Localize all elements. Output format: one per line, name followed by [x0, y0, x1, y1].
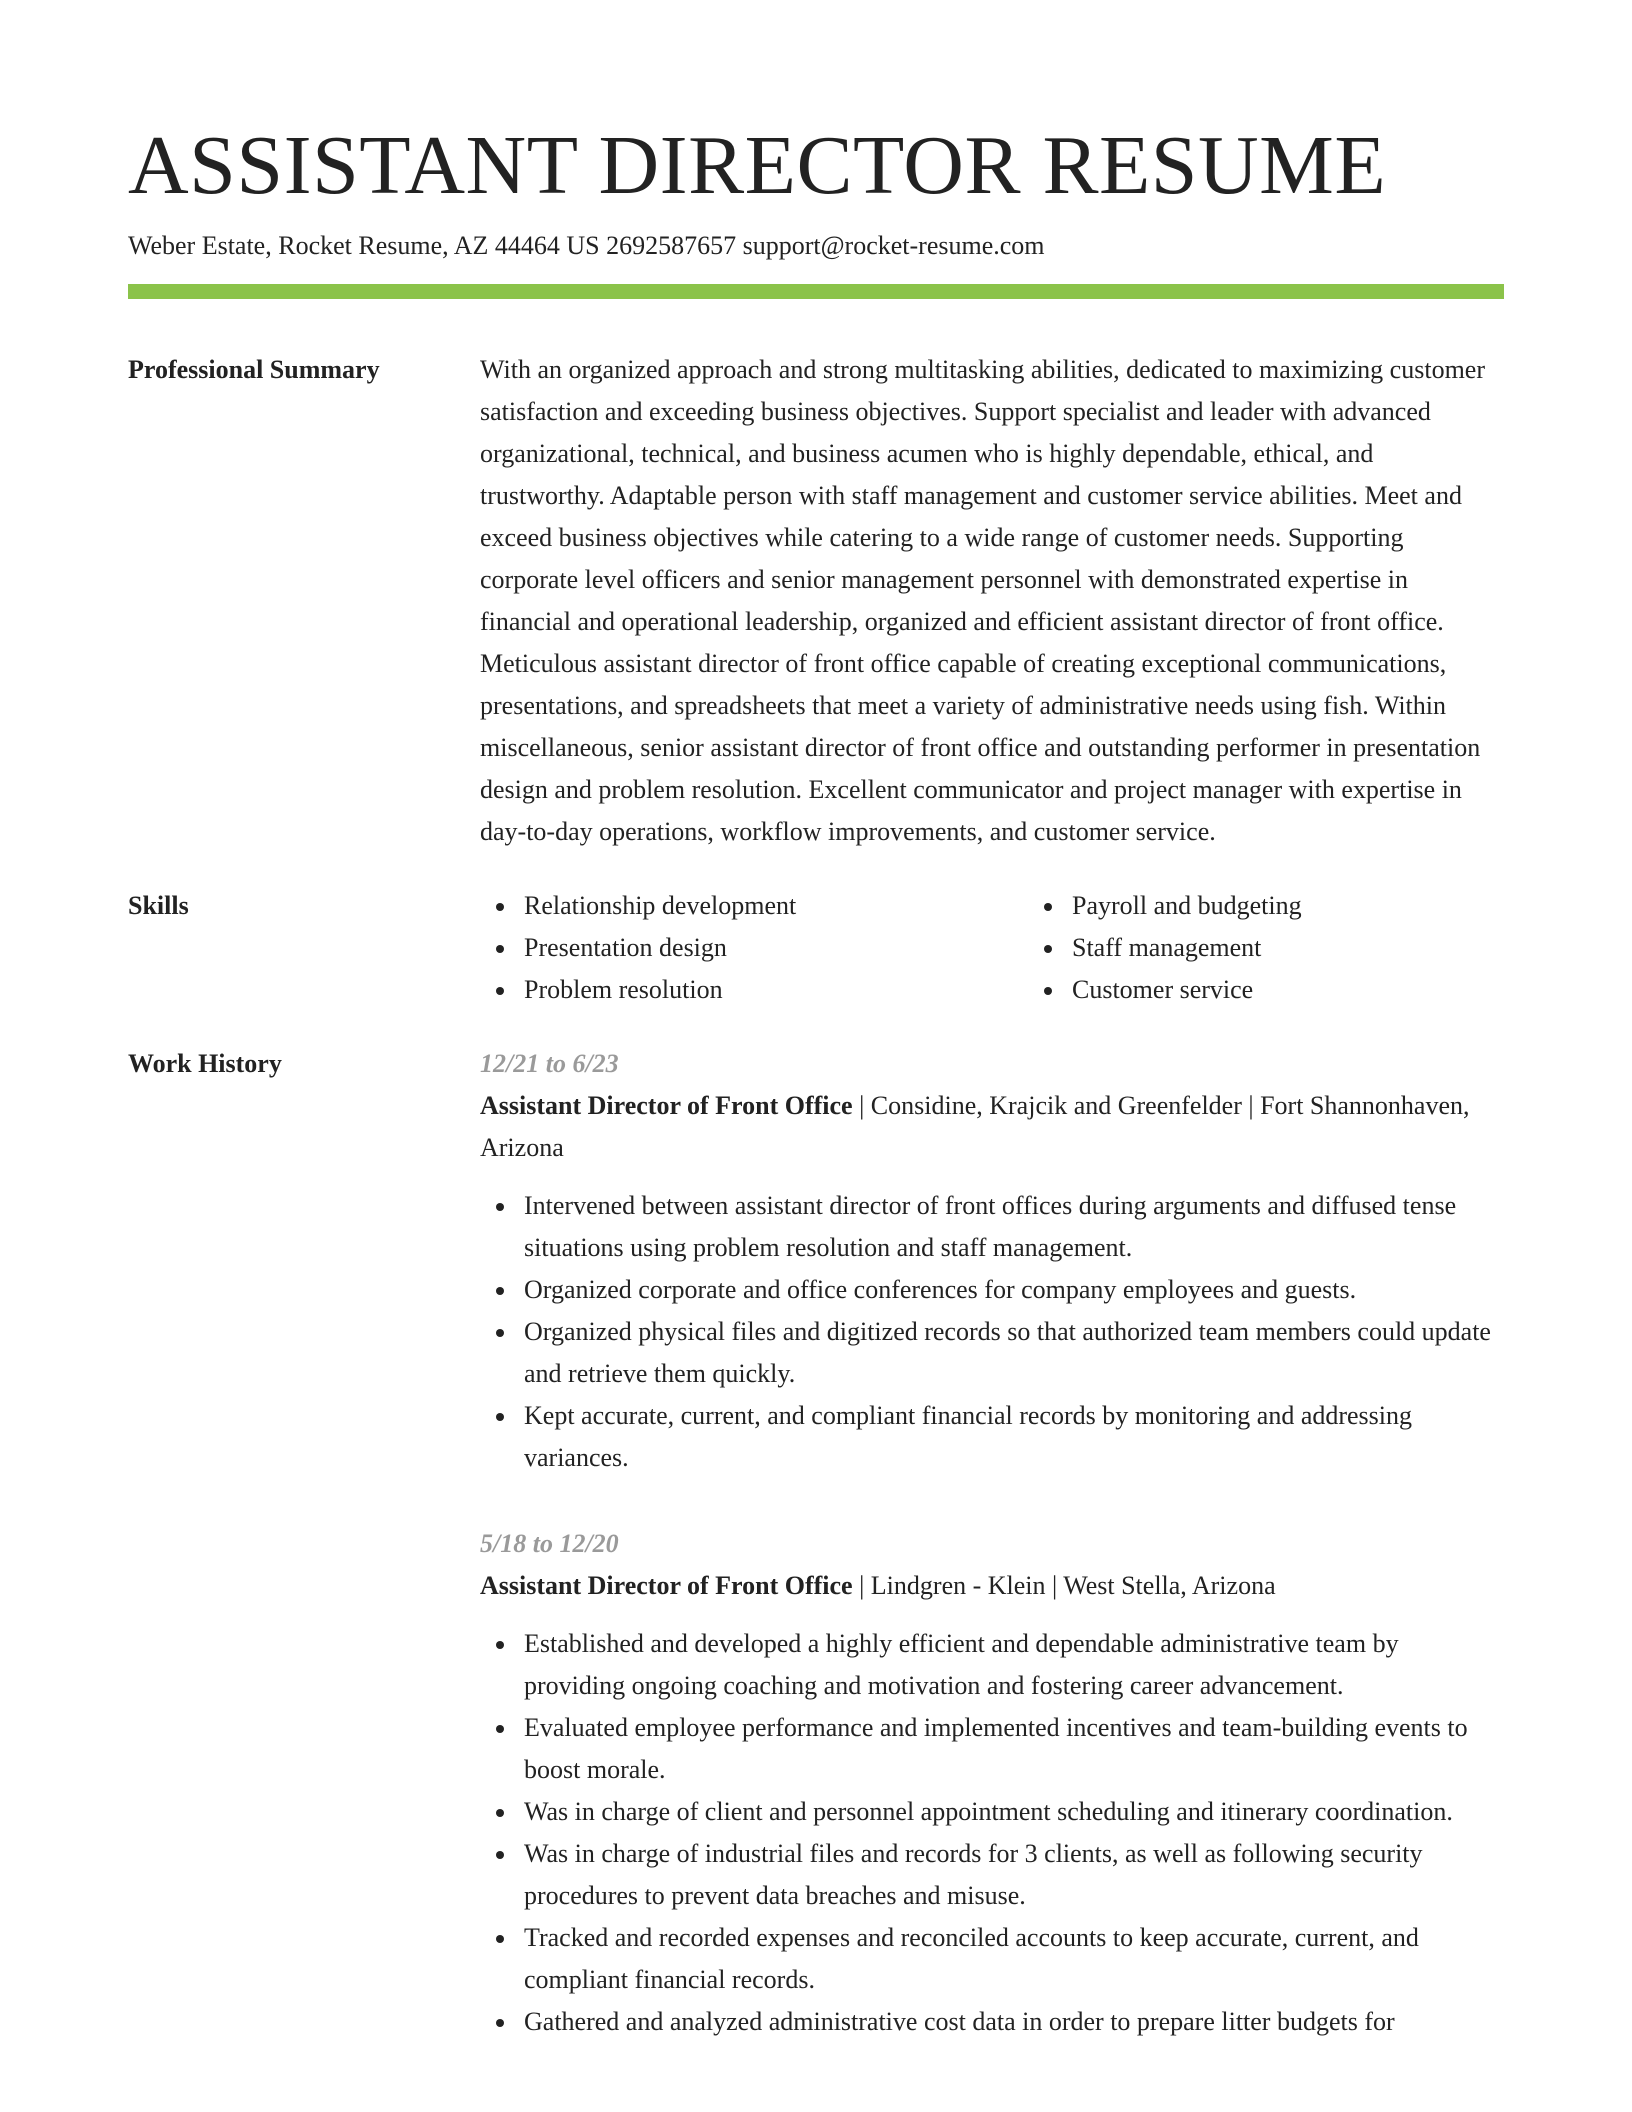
skill-item: Problem resolution — [524, 969, 1028, 1011]
skill-item: Payroll and budgeting — [1072, 885, 1576, 927]
job-heading — [480, 1565, 1504, 1607]
job-bullet: Was in charge of industrial files and records for 3 clients, as well as following security procedures to prevent data breaches and misuse. — [524, 1833, 1504, 1917]
work-history-list — [480, 1043, 1504, 2043]
job-bullet: Organized corporate and office conferences for company employees and guests. — [524, 1269, 1504, 1311]
job-title: Assistant Director of Front Office — [480, 1091, 853, 1120]
job-title: Assistant Director of Front Office — [480, 1571, 853, 1600]
skill-item: Staff management — [1072, 927, 1576, 969]
skill-item: Relationship development — [524, 885, 1028, 927]
work-history-label: Work History — [128, 1049, 282, 1078]
resume-title: ASSISTANT DIRECTOR RESUME — [128, 119, 1387, 212]
job-bullet: Kept accurate, current, and compliant financial records by monitoring and addressing variances. — [524, 1395, 1504, 1479]
skills-list — [480, 885, 1576, 1011]
summary-label: Professional Summary — [128, 355, 380, 384]
header-divider — [128, 284, 1504, 299]
job-entry — [480, 1523, 1504, 2043]
contact-line: Weber Estate, Rocket Resume, AZ 44464 US 2692587657 support@rocket-resume.com — [128, 231, 1045, 260]
skills-column-1 — [480, 885, 1028, 1011]
job-date: 12/21 to 6/23 — [480, 1049, 619, 1078]
job-details: | Considine, Krajcik and Greenfelder | Fort Shannonhaven, Arizona — [480, 1091, 1470, 1162]
skills-column-2 — [1028, 885, 1576, 1011]
skills-label: Skills — [128, 891, 189, 920]
job-bullet: Established and developed a highly efficient and dependable administrative team by providing ongoing coaching and motivation and fostering career advancement. — [524, 1623, 1504, 1707]
summary-text: With an organized approach and strong multitasking abilities, dedicated to maximizing customer satisfaction and exceeding business objectives. Support specialist and leader with advanced organizational, technical, and business acumen who is highly dependable, ethical, and trustworthy. Adaptable person with staff management and customer service abilities. Meet and exceed business objectives while catering to a wide range of customer needs. Supporting corporate level officers and senior management personnel with demonstrated expertise in financial and operational leadership, organized and efficient assistant director of front office. Meticulous assistant director of front office capable of creating exceptional communications, presentations, and spreadsheets that meet a variety of administrative needs using fish. Within miscellaneous, senior assistant director of front office and outstanding performer in presentation design and problem resolution. Excellent communicator and project manager with expertise in day-to-day operations, workflow improvements, and customer service. — [480, 355, 1485, 846]
job-bullet: Intervened between assistant director of front offices during arguments and diffused tense situations using problem resolution and staff management. — [524, 1185, 1504, 1269]
summary-section — [128, 349, 1504, 853]
job-bullet: Was in charge of client and personnel appointment scheduling and itinerary coordination. — [524, 1791, 1504, 1833]
job-bullet: Evaluated employee performance and implemented incentives and team-building events to boost morale. — [524, 1707, 1504, 1791]
work-history-section — [128, 1043, 1504, 2043]
job-bullets — [480, 1623, 1504, 2043]
skills-section — [128, 885, 1504, 1011]
skill-item: Customer service — [1072, 969, 1576, 1011]
resume-page — [128, 118, 1504, 2043]
job-bullet: Organized physical files and digitized records so that authorized team members could update and retrieve them quickly. — [524, 1311, 1504, 1395]
job-date: 5/18 to 12/20 — [480, 1529, 619, 1558]
job-entry — [480, 1043, 1504, 1479]
job-heading — [480, 1085, 1504, 1169]
job-bullets — [480, 1185, 1504, 1479]
job-bullet: Tracked and recorded expenses and reconciled accounts to keep accurate, current, and compliant financial records. — [524, 1917, 1504, 2001]
job-bullet: Gathered and analyzed administrative cost data in order to prepare litter budgets for — [524, 2001, 1504, 2043]
skill-item: Presentation design — [524, 927, 1028, 969]
job-details: | Lindgren - Klein | West Stella, Arizona — [852, 1571, 1276, 1600]
